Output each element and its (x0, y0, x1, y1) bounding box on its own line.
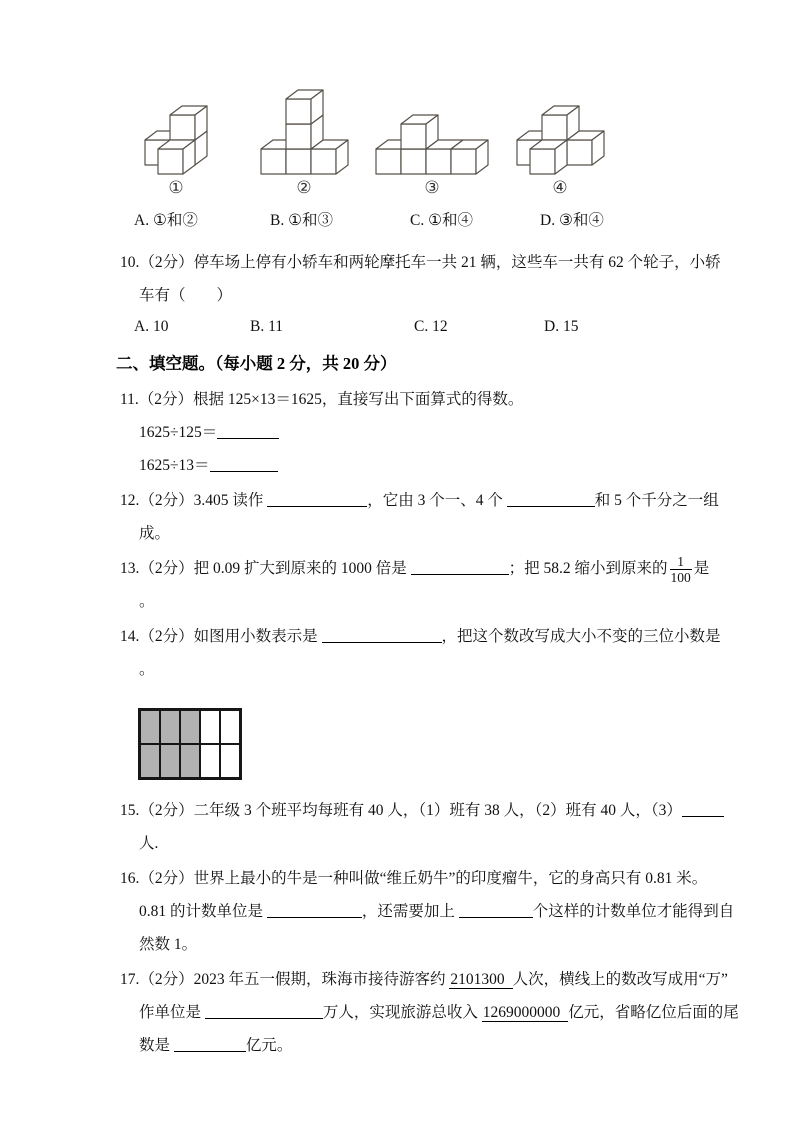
question-10 (120, 246, 760, 312)
question-text: 人. (139, 835, 159, 852)
q9-figure-row (112, 84, 760, 200)
answer-blank (322, 626, 442, 643)
question-text: 14.（2分）如图用小数表示是 (120, 628, 322, 645)
question-line (120, 484, 760, 517)
question-text: 10.（2分）停车场上停有小轿车和两轮摩托车一共 21 辆，这些车一共有 62 个轮子，小轿 (120, 254, 721, 271)
question-text: 亿元，省略亿位后面的尾 (568, 1004, 739, 1021)
question-text: ；把 58.2 缩小到原来的 (508, 560, 668, 577)
answer-blank (267, 901, 362, 918)
cube-stack-drawing (259, 88, 350, 176)
answer-blank (682, 800, 724, 817)
question-line (120, 585, 760, 618)
question-line (120, 517, 760, 550)
question-line (120, 862, 760, 895)
option-item: D. 15 (544, 318, 579, 335)
grid-cell-shaded (180, 744, 200, 778)
q9-options-row (120, 206, 760, 236)
answer-blank (174, 1035, 246, 1052)
grid-cell (200, 744, 220, 778)
section-2-heading: 二、填空题。（每小题 2 分，共 20 分） (116, 354, 397, 373)
figure-label: ① (168, 178, 184, 197)
question-text: 车有（ ） (139, 287, 233, 304)
question-17 (120, 963, 760, 1062)
question-text: 和 5 个千分之一组 (594, 492, 719, 509)
question-line (120, 996, 760, 1029)
question-text: 13.（2分）把 0.09 扩大到原来的 1000 倍是 (120, 560, 411, 577)
question-text: 然数 1。 (139, 936, 198, 953)
question-text: ，它由 3 个一、4 个 (367, 492, 507, 509)
question-11 (120, 383, 760, 482)
question-text: 亿元。 (245, 1037, 293, 1054)
grid-cell-shaded (140, 710, 160, 744)
question-text: ，把这个数改写成大小不变的三位小数是 (441, 628, 721, 645)
question-text: 0.81 的计数单位是 (139, 903, 267, 920)
question-12 (120, 484, 760, 550)
question-text: 。 (139, 593, 155, 610)
question-line (120, 449, 760, 482)
question-text: 人次，横线上的数改写成用“万” (512, 971, 728, 988)
answer-blank (205, 1002, 323, 1019)
question-line (120, 1029, 760, 1062)
question-line (120, 963, 760, 996)
grid-cell-shaded (140, 744, 160, 778)
answer-blank (267, 490, 367, 507)
question-text: 16.（2分）世界上最小的牛是一种叫做“维丘奶牛”的印度瘤牛，它的身高只有 0.81 米。 (120, 870, 708, 887)
grid-cell (200, 710, 220, 744)
answer-blank (459, 901, 533, 918)
grid-cell-shaded (160, 710, 180, 744)
fraction-denominator: 100 (670, 569, 691, 585)
grid-cell (220, 744, 240, 778)
decimal-fraction-grid (138, 708, 242, 780)
question-text: 1625÷125＝ (139, 424, 218, 441)
answer-blank (411, 558, 509, 575)
q10-options-row (120, 312, 760, 342)
grid-cell-shaded (160, 744, 180, 778)
cube-figure (240, 84, 368, 200)
option-item: A. 10 (134, 318, 169, 335)
option-item: B. ①和③ (270, 212, 333, 229)
figure-label: ④ (552, 178, 568, 197)
option-item: C. 12 (414, 318, 448, 335)
option-item: D. ③和④ (540, 212, 604, 229)
question-16 (120, 862, 760, 961)
figure-label: ② (296, 178, 312, 197)
question-line (120, 928, 760, 961)
cube-figure (112, 84, 240, 200)
underlined-number: 2101300 (449, 971, 512, 989)
option-item: A. ①和② (134, 212, 198, 229)
question-text: 1625÷13＝ (139, 457, 210, 474)
underlined-number: 1269000000 (482, 1004, 569, 1022)
question-line (120, 895, 760, 928)
question-14 (120, 620, 760, 686)
question-text: 个这样的计数单位才能得到自 (532, 903, 735, 920)
cube-stack-drawing (143, 104, 209, 176)
question-15 (120, 794, 760, 860)
option-item: B. 11 (250, 318, 284, 335)
question-text: 作单位是 (139, 1004, 205, 1021)
question-line (120, 552, 760, 585)
question-text: 数是 (139, 1037, 174, 1054)
question-line (120, 383, 760, 416)
option-item: C. ①和④ (410, 212, 473, 229)
question-line (120, 279, 760, 312)
question-text: ，还需要加上 (361, 903, 459, 920)
question-line (120, 620, 760, 653)
cube-stack-drawing (515, 104, 606, 176)
question-line (120, 416, 760, 449)
question-text: 12.（2分）3.405 读作 (120, 492, 268, 509)
question-line (120, 653, 760, 686)
question-text: 17.（2分）2023 年五一假期，珠海市接待游客约 (120, 971, 450, 988)
cube-figure (496, 84, 624, 200)
grid-cell-shaded (180, 710, 200, 744)
question-text: 15.（2分）二年级 3 个班平均每班有 40 人，（1）班有 38 人，（2）班有 40 人，（3） (120, 802, 682, 819)
question-text: 万人，实现旅游总收入 (322, 1004, 482, 1021)
question-13 (120, 552, 760, 618)
question-text: 。 (139, 661, 155, 678)
figure-label: ③ (424, 178, 440, 197)
answer-blank (507, 490, 595, 507)
fraction-numerator: 1 (670, 554, 692, 570)
question-text: 是 (693, 560, 710, 577)
grid-cell (220, 710, 240, 744)
fraction (670, 554, 692, 585)
question-line (120, 246, 760, 279)
cube-stack-drawing (374, 113, 490, 176)
answer-blank (210, 455, 278, 472)
question-line (120, 794, 760, 827)
question-line (120, 827, 760, 860)
answer-blank (217, 422, 279, 439)
cube-figure (368, 84, 496, 200)
question-text: 11.（2分）根据 125×13＝1625，直接写出下面算式的得数。 (120, 391, 524, 408)
question-text: 成。 (139, 525, 171, 542)
